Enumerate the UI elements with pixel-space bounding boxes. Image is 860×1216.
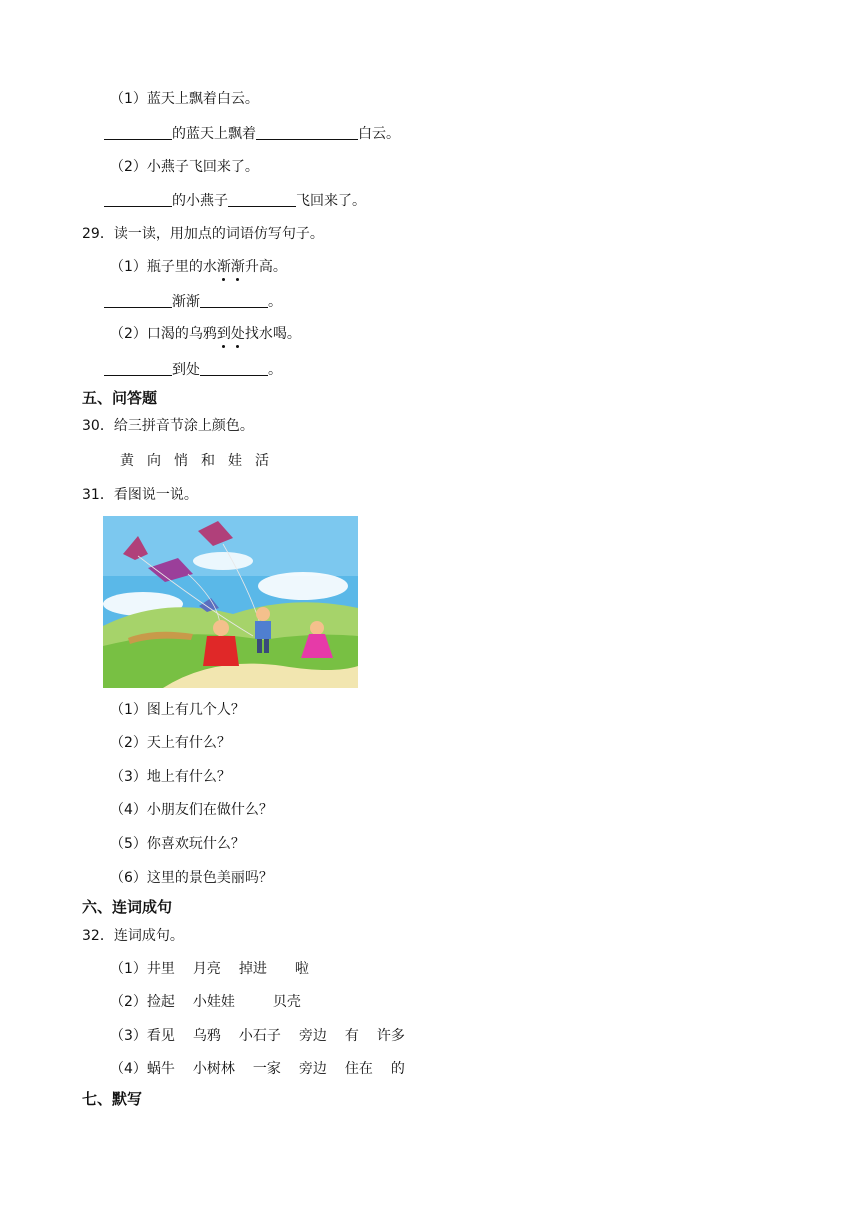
dotted-char: 处 <box>230 326 245 342</box>
q31-question: （3）地上有什么？ <box>110 769 231 785</box>
sentence-text: （1）瓶子里的水 <box>110 259 217 275</box>
word-tile: 啦 <box>294 961 309 977</box>
q29-sentence-1 <box>110 257 287 277</box>
word-tile: 旁边 <box>298 1061 327 1077</box>
word-tile: 看见 <box>146 1028 175 1044</box>
fill-text: 渐渐 <box>172 294 200 310</box>
q29-title: 29．读一读，用加点的词语仿写句子。 <box>82 226 324 242</box>
word-tile: 小树林 <box>192 1061 235 1077</box>
item-number: （2） <box>110 994 147 1010</box>
q31-question: （1）图上有几个人？ <box>110 702 245 718</box>
item-number: （4） <box>110 1061 147 1077</box>
q28-fill-1 <box>104 123 400 144</box>
word-tile: 掉进 <box>238 961 267 977</box>
word-tile: 一家 <box>252 1061 281 1077</box>
char-option[interactable]: 娃 <box>228 453 242 469</box>
dotted-char: 渐 <box>216 259 231 275</box>
word-tile: 有 <box>344 1028 359 1044</box>
answer-blank[interactable] <box>200 291 268 308</box>
word-tile: 井里 <box>146 961 175 977</box>
fill-text: 飞回来了。 <box>296 193 366 209</box>
fill-text: 到处 <box>172 362 200 378</box>
char-option[interactable]: 活 <box>255 453 269 469</box>
q30-title: 30．给三拼音节涂上颜色。 <box>82 418 254 434</box>
sentence-text: 找水喝。 <box>244 326 301 342</box>
answer-blank[interactable] <box>256 123 358 140</box>
answer-blank[interactable] <box>104 123 172 140</box>
item-number: （3） <box>110 1028 147 1044</box>
q32-item <box>110 959 309 979</box>
kite-flying-picture <box>103 516 358 688</box>
word-tile: 的 <box>390 1061 405 1077</box>
fill-text: 。 <box>268 362 282 378</box>
sentence-text: 升高。 <box>244 259 287 275</box>
word-tile: 许多 <box>376 1028 405 1044</box>
dotted-char: 到 <box>216 326 231 342</box>
word-tile: 乌鸦 <box>192 1028 221 1044</box>
fill-text: 白云。 <box>358 126 400 142</box>
q32-item <box>110 1026 405 1046</box>
word-tile: 住在 <box>344 1061 373 1077</box>
section-heading-6: 六、连词成句 <box>82 898 173 916</box>
q29-sentence-2 <box>110 324 301 344</box>
word-tile: 小石子 <box>238 1028 281 1044</box>
q28-sentence-2: （2）小燕子飞回来了。 <box>110 159 259 175</box>
q31-question: （2）天上有什么？ <box>110 735 231 751</box>
q31-question: （6）这里的景色美丽吗？ <box>110 870 273 886</box>
fill-text: 的蓝天上飘着 <box>172 126 256 142</box>
q32-title: 32．连词成句。 <box>82 928 184 944</box>
word-tile: 蜗牛 <box>146 1061 175 1077</box>
answer-blank[interactable] <box>200 359 268 376</box>
section-heading-5: 五、问答题 <box>82 389 158 407</box>
q28-sentence-1: （1）蓝天上飘着白云。 <box>110 91 259 107</box>
fill-text: 。 <box>268 294 282 310</box>
q32-item <box>110 992 301 1012</box>
item-number: （1） <box>110 961 147 977</box>
word-tile: 旁边 <box>298 1028 327 1044</box>
q30-char-row[interactable] <box>120 451 269 471</box>
dotted-char: 渐 <box>230 259 245 275</box>
char-option[interactable]: 悄 <box>174 453 188 469</box>
word-tile: 月亮 <box>192 961 221 977</box>
answer-blank[interactable] <box>104 190 172 207</box>
word-tile: 贝壳 <box>272 994 301 1010</box>
q29-fill-1 <box>104 291 282 312</box>
q28-fill-2 <box>104 190 366 211</box>
char-option[interactable]: 和 <box>201 453 215 469</box>
q29-fill-2 <box>104 359 282 380</box>
char-option[interactable]: 向 <box>147 453 161 469</box>
word-tile: 捡起 <box>146 994 175 1010</box>
q31-question: （5）你喜欢玩什么？ <box>110 836 245 852</box>
fill-text: 的小燕子 <box>172 193 228 209</box>
sentence-text: （2）口渴的乌鸦 <box>110 326 217 342</box>
answer-blank[interactable] <box>228 190 296 207</box>
q32-item <box>110 1059 405 1079</box>
q31-question: （4）小朋友们在做什么？ <box>110 802 273 818</box>
answer-blank[interactable] <box>104 359 172 376</box>
q31-title: 31．看图说一说。 <box>82 487 198 503</box>
char-option[interactable]: 黄 <box>120 453 134 469</box>
word-tile: 小娃娃 <box>192 994 235 1010</box>
answer-blank[interactable] <box>104 291 172 308</box>
section-heading-7: 七、默写 <box>82 1090 143 1108</box>
